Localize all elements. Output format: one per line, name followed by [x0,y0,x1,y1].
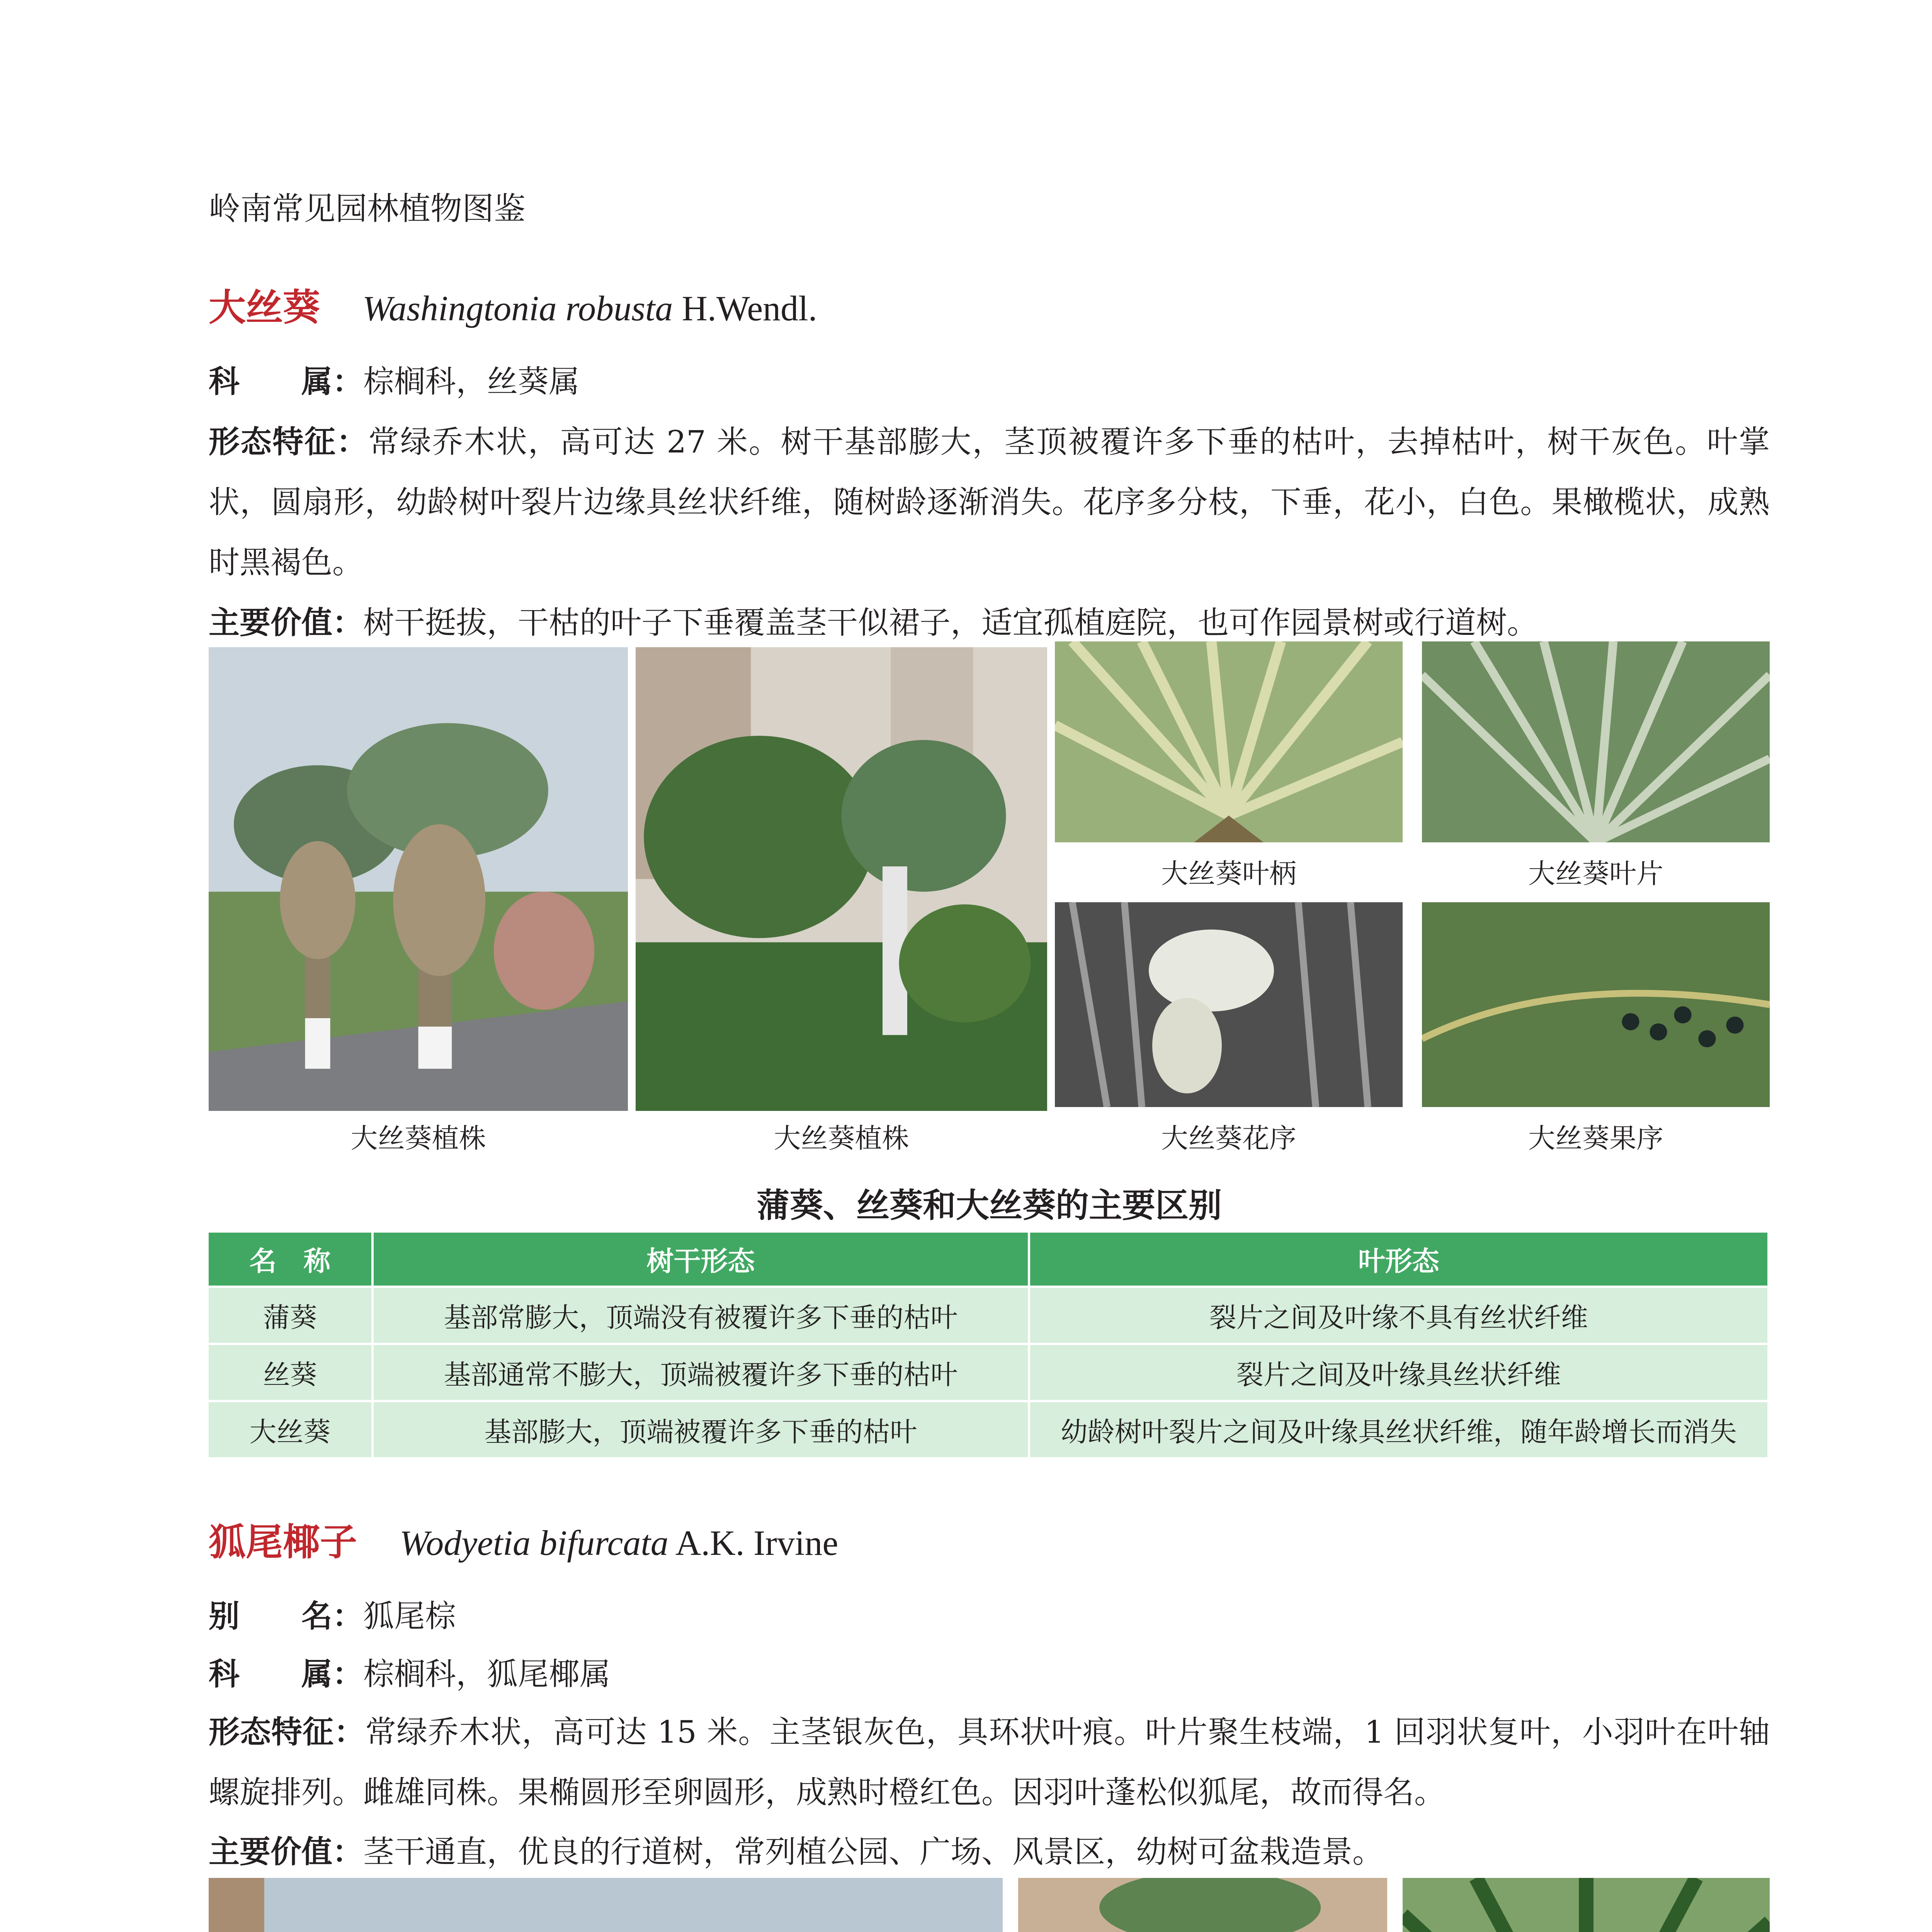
book-title: 岭南常见园林植物图鉴 [209,190,526,227]
value-label: 主要价值： [209,605,363,641]
photo-plant-2 [636,647,1047,1111]
value-paragraph [209,1822,1770,1882]
caption-plant-2: 大丝葵植株 [774,1122,909,1154]
latin-binomial: Wodyetia bifurcata [400,1523,668,1563]
table-cell: 蒲葵 [209,1287,372,1344]
column-header-name: 名 称 [209,1233,372,1287]
table-cell: 基部常膨大，顶端没有被覆许多下垂的枯叶 [372,1287,1029,1344]
table-row [209,1287,1769,1344]
alias-label: 别 名： [209,1598,363,1634]
morphology-paragraph [209,1702,1770,1823]
family-label: 科 属： [209,1656,363,1692]
photo-inflorescence [1055,902,1403,1107]
family-value: 棕榈科，丝葵属 [363,364,580,400]
caption-infructescence: 大丝葵果序 [1528,1122,1663,1154]
value-text: 茎干通直，优良的行道树，常列植公园、广场、风景区，幼树可盆栽造景。 [363,1834,1383,1870]
species-heading [209,278,817,331]
table-cell: 幼龄树叶裂片之间及叶缘具丝状纤维，随年龄增长而消失 [1029,1401,1769,1458]
family-label: 科 属： [209,364,363,400]
latin-binomial: Washingtonia robusta [362,289,673,328]
photo-petiole [1055,641,1403,842]
value-text: 树干挺拔，干枯的叶子下垂覆盖茎干似裙子，适宜孤植庭院，也可作园景树或行道树。 [363,605,1538,641]
column-header-leaf: 叶形态 [1029,1233,1769,1287]
table-cell: 丝葵 [209,1344,372,1401]
caption-petiole: 大丝葵叶柄 [1161,858,1296,889]
comparison-table [209,1233,1770,1459]
morphology-text: 常绿乔木状，高可达 27 米。树干基部膨大，茎顶被覆许多下垂的枯叶，去掉枯叶，树干灰色。叶掌状，圆扇形，幼龄树叶裂片边缘具丝状纤维，随树龄逐渐消失。花序多分枝，下垂，花小，白色。果橄榄状，成熟时黑褐色。 [209,424,1770,580]
table-cell: 裂片之间及叶缘具丝状纤维 [1029,1344,1769,1401]
species-name-cn: 狐尾椰子 [209,1520,357,1564]
species-latin-name [362,289,817,328]
caption-leaf: 大丝葵叶片 [1528,858,1663,889]
photo-fox-trunk [1018,1878,1387,1932]
photo-fox-plant [209,1878,1003,1932]
table-title: 蒲葵、丝葵和大丝葵的主要区别 [757,1186,1222,1225]
table-cell: 基部膨大，顶端被覆许多下垂的枯叶 [372,1401,1029,1458]
table-header-row [209,1233,1769,1287]
caption-inflorescence: 大丝葵花序 [1161,1122,1296,1154]
photo-leaf [1422,641,1770,842]
species-name-cn: 大丝葵 [209,286,320,329]
photo-infructescence [1422,902,1770,1107]
table-row [209,1401,1769,1458]
table-row [209,1344,1769,1401]
family-line [209,1644,1770,1704]
morphology-label: 形态特征： [209,1714,366,1750]
latin-author: H.Wendl. [682,289,817,328]
family-line [209,352,1770,412]
alias-line [209,1586,1770,1646]
species-latin-name [400,1523,838,1563]
photo-fox-petiole [1403,1878,1770,1932]
alias-value: 狐尾棕 [363,1598,456,1634]
caption-plant-1: 大丝葵植株 [350,1122,486,1154]
latin-author: A.K. Irvine [675,1523,838,1563]
table-cell: 裂片之间及叶缘不具有丝状纤维 [1029,1287,1769,1344]
species-heading [209,1513,838,1566]
morphology-label: 形态特征： [209,424,369,460]
photo-plant-1 [209,647,628,1111]
column-header-trunk: 树干形态 [372,1233,1029,1287]
morphology-paragraph [209,412,1770,593]
morphology-text: 常绿乔木状，高可达 15 米。主茎银灰色，具环状叶痕。叶片聚生枝端，1 回羽状复叶，小羽叶在叶轴螺旋排列。雌雄同株。果椭圆形至卵圆形，成熟时橙红色。因羽叶蓬松似狐尾，故而得名。 [209,1714,1770,1810]
table-cell: 大丝葵 [209,1401,372,1458]
family-value: 棕榈科，狐尾椰属 [363,1656,611,1692]
table-cell: 基部通常不膨大，顶端被覆许多下垂的枯叶 [372,1344,1029,1401]
value-label: 主要价值： [209,1834,363,1870]
